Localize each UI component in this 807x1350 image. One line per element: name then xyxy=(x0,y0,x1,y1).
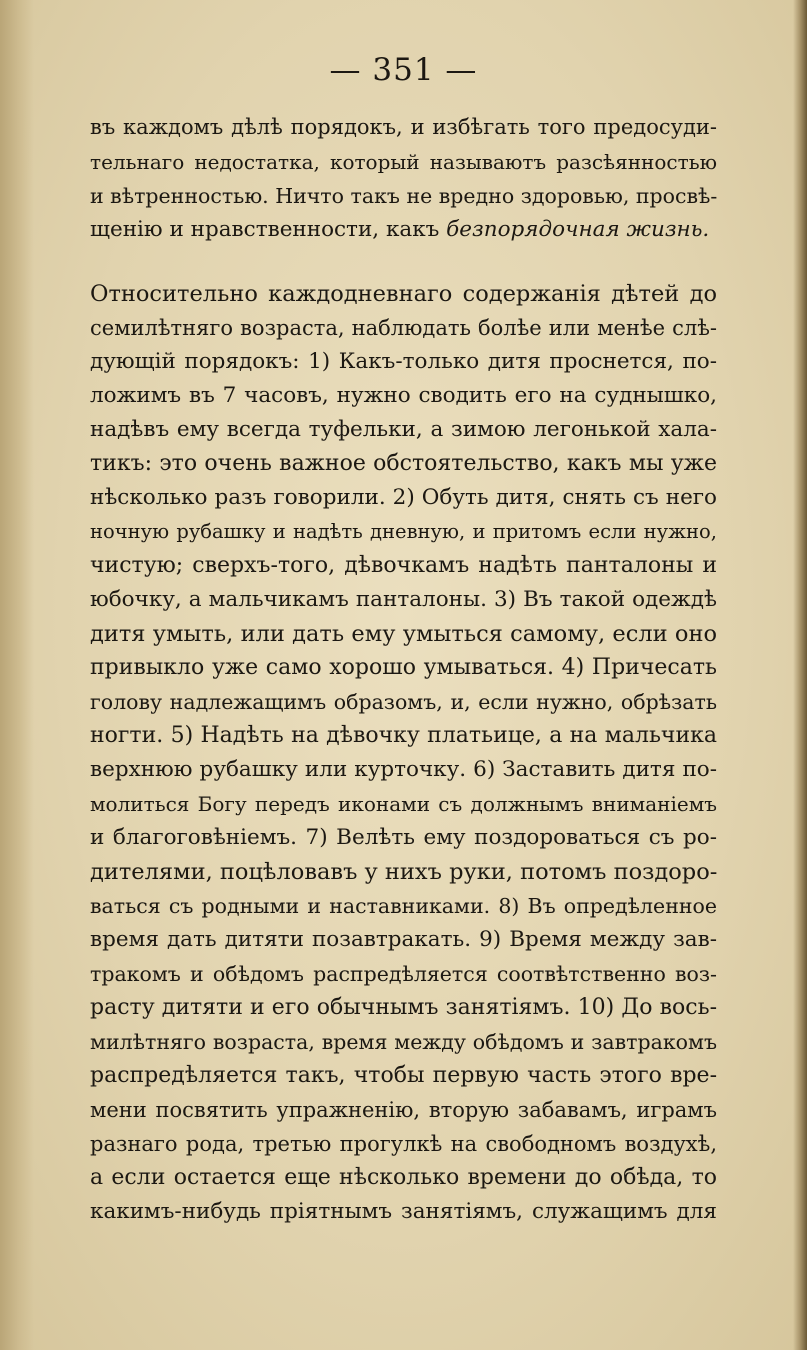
text-line: дующій порядокъ: 1) Какъ-только дитя проснется, по- xyxy=(90,349,717,374)
text-line: нѣсколько разъ говорили. 2) Обуть дитя, снять съ него xyxy=(90,485,717,510)
text-line: и вѣтренностью. Ничто такъ не вредно здоровью, просвѣ- xyxy=(90,184,718,208)
text-line: расту дитяти и его обычнымъ занятіямъ. 10) До вось- xyxy=(90,995,717,1020)
text-line: тикъ: это очень важное обстоятельство, какъ мы уже xyxy=(90,451,717,476)
text-line: юбочку, а мальчикамъ панталоны. 3) Въ такой одеждѣ xyxy=(90,587,717,612)
text-line-with-italic xyxy=(90,210,717,250)
italic-phrase: безпорядочная жизнь. xyxy=(446,217,710,242)
text-line: привыкло уже само хорошо умываться. 4) Причесать xyxy=(90,655,717,680)
text-line: какимъ-нибудь пріятнымъ занятіямъ, служащимъ для xyxy=(90,1199,717,1224)
text-line: верхнюю рубашку или курточку. 6) Заставить дитя по- xyxy=(90,757,717,782)
text-line: голову надлежащимъ образомъ, и, если нужно, обрѣзать xyxy=(90,690,717,714)
text-line: ложимъ въ 7 часовъ, нужно сводить его на суднышко, xyxy=(90,383,717,408)
page-edge-right xyxy=(793,0,807,1350)
text-line: дитя умыть, или дать ему умыться самому, если оно xyxy=(90,621,717,647)
text-line: и благоговѣніемъ. 7) Велѣть ему поздороваться съ ро- xyxy=(90,825,717,850)
text-line: распредѣляется такъ, чтобы первую часть этого вре- xyxy=(90,1063,717,1088)
text-line: молиться Богу передъ иконами съ должнымъ вниманіемъ xyxy=(90,792,717,816)
text-line: надѣвъ ему всегда туфельки, а зимою легонькой хала- xyxy=(90,417,717,442)
text-line: въ каждомъ дѣлѣ порядокъ, и избѣгать того предосуди- xyxy=(90,115,717,139)
text-line: время дать дитяти позавтракать. 9) Время между зав- xyxy=(90,927,717,952)
text-line: ногти. 5) Надѣть на дѣвочку платьице, а на мальчика xyxy=(90,723,717,748)
text-line: дителями, поцѣловавъ у нихъ руки, потомъ поздоро- xyxy=(90,859,718,885)
text-line: ночную рубашку и надѣть дневную, и притомъ если нужно, xyxy=(90,520,717,543)
text-line: мени посвятить упражненію, вторую забавамъ, играмъ xyxy=(90,1098,717,1122)
text-line: милѣтняго возраста, время между обѣдомъ и завтракомъ xyxy=(90,1030,717,1054)
text-line: чистую; сверхъ-того, дѣвочкамъ надѣть панталоны и xyxy=(90,553,717,578)
text-line: разнаго рода, третью прогулкѣ на свободномъ воздухѣ, xyxy=(90,1132,717,1156)
page-number: — 351 — xyxy=(329,52,478,88)
text-fragment: щенію и нравственности, какъ xyxy=(90,217,440,242)
text-line: Относительно каждодневнаго содержанія дѣтей до xyxy=(90,281,717,307)
text-line: семилѣтняго возраста, наблюдать болѣе или менѣе слѣ- xyxy=(90,316,717,340)
text-line: тельнаго недостатка, который называютъ разсѣянностью xyxy=(90,150,717,174)
text-line: ваться съ родными и наставниками. 8) Въ опредѣленное xyxy=(90,894,717,918)
page-shadow-left xyxy=(0,0,34,1350)
text-line: а если остается еще нѣсколько времени до обѣда, то xyxy=(90,1165,717,1190)
text-line: тракомъ и обѣдомъ распредѣляется соотвѣтственно воз- xyxy=(90,962,717,986)
